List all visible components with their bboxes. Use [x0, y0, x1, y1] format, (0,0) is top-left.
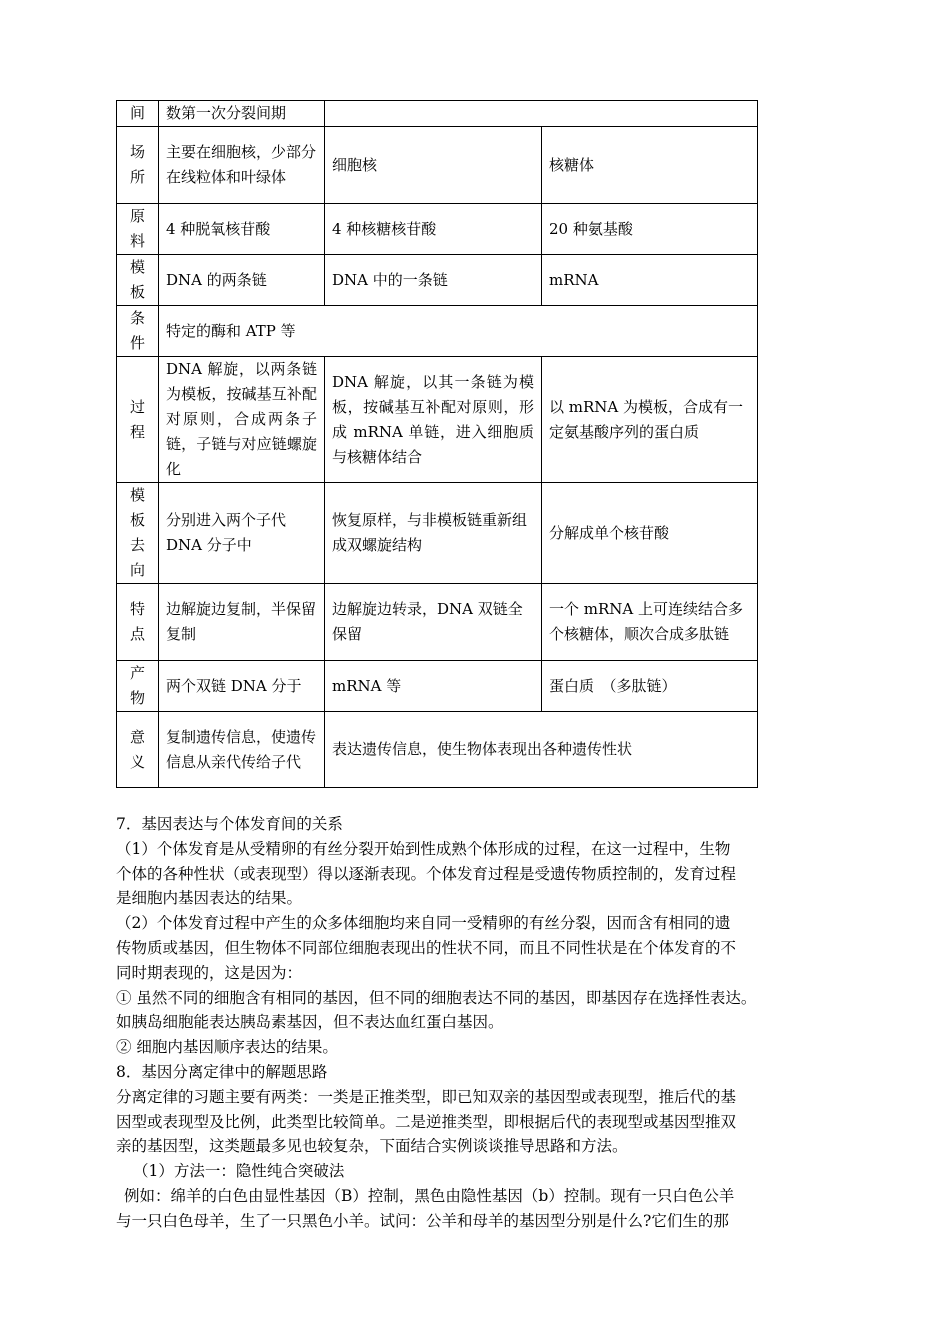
transcription-translation-cell [325, 101, 758, 127]
row-header: 过程 [117, 357, 159, 483]
table-row [117, 306, 758, 357]
method-heading: （1）方法一：隐性纯合突破法 [133, 1162, 345, 1181]
row-header: 产物 [117, 661, 159, 712]
table-row [117, 255, 758, 306]
table-row [117, 661, 758, 712]
list-item: ② 细胞内基因顺序表达的结果。 [116, 1038, 338, 1057]
table-row [117, 204, 758, 255]
translation-cell: 分解成单个核苷酸 [542, 483, 758, 584]
translation-cell: mRNA [542, 255, 758, 306]
translation-cell: 蛋白质 （多肽链） [542, 661, 758, 712]
replication-cell: 4 种脱氧核苷酸 [159, 204, 325, 255]
paragraph-line: 亲的基因型，这类题最多见也较复杂，下面结合实例谈谈推导思路和方法。 [116, 1137, 628, 1156]
table-row [117, 127, 758, 204]
translation-cell: 以 mRNA 为模板，合成有一定氨基酸序列的蛋白质 [542, 357, 758, 483]
example-line: 与一只白色母羊，生了一只黑色小羊。试问：公羊和母羊的基因型分别是什么?它们生的那 [116, 1211, 729, 1230]
replication-cell: 复制遗传信息，使遗传信息从亲代传给子代 [159, 712, 325, 788]
section-7-title: 7．基因表达与个体发育间的关系 [116, 815, 343, 833]
row-header: 场所 [117, 127, 159, 204]
row-header: 模板 [117, 255, 159, 306]
transcription-translation-cell: 表达遗传信息，使生物体表现出各种遗传性状 [325, 712, 758, 788]
row-header: 间 [117, 101, 159, 127]
transcription-cell: 恢复原样，与非模板链重新组成双螺旋结构 [325, 483, 542, 584]
paragraph-line: 是细胞内基因表达的结果。 [116, 889, 303, 908]
table-row [117, 584, 758, 661]
transcription-cell: DNA 中的一条链 [325, 255, 542, 306]
paragraph-line: （1）个体发育是从受精卵的有丝分裂开始到性成熟个体形成的过程，在这一过程中，生物 [116, 839, 731, 858]
comparison-table [116, 100, 758, 788]
replication-cell: 边解旋边复制，半保留复制 [159, 584, 325, 661]
transcription-cell: DNA 解旋，以其一条链为模板，按碱基互补配对原则，形成 mRNA 单链，进入细胞质与核糖体结合 [325, 357, 542, 483]
paragraph-line: 个体的各种性状（或表现型）得以逐渐表现。个体发育过程是受遗传物质控制的，发育过程 [116, 864, 737, 883]
paragraph-line: 如胰岛细胞能表达胰岛素基因，但不表达血红蛋白基因。 [116, 1013, 504, 1032]
transcription-cell: mRNA 等 [325, 661, 542, 712]
table-row [117, 101, 758, 127]
paragraph-line: 分离定律的习题主要有两类：一类是正推类型，即已知双亲的基因型或表现型，推后代的基 [116, 1087, 737, 1106]
section-8-title: 8．基因分离定律中的解题思路 [116, 1062, 328, 1081]
paragraph-line: 因型或表现型及比例，此类型比较简单。二是逆推类型，即根据后代的表现型或基因型推双 [116, 1112, 737, 1131]
replication-cell: 两个双链 DNA 分于 [159, 661, 325, 712]
paragraph-line: （2）个体发育过程中产生的众多体细胞均来自同一受精卵的有丝分裂，因而含有相同的遗 [116, 914, 731, 933]
paragraph-line: 同时期表现的，这是因为： [116, 963, 303, 982]
condition-cell: 特定的酶和 ATP 等 [159, 306, 758, 357]
transcription-cell: 4 种核糖核苷酸 [325, 204, 542, 255]
table-row [117, 712, 758, 788]
translation-cell: 20 种氨基酸 [542, 204, 758, 255]
table-row [117, 483, 758, 584]
replication-cell: 分别进入两个子代 DNA 分子中 [159, 483, 325, 584]
body-text [116, 812, 816, 1234]
paragraph-line: 传物质或基因，但生物体不同部位细胞表现出的性状不同，而且不同性状是在个体发育的不 [116, 938, 737, 957]
translation-cell: 一个 mRNA 上可连续结合多个核糖体，顺次合成多肽链 [542, 584, 758, 661]
example-line: 例如：绵羊的白色由显性基因（B）控制，黑色由隐性基因（b）控制。现有一只白色公羊 [124, 1186, 735, 1205]
list-item: ① 虽然不同的细胞含有相同的基因，但不同的细胞表达不同的基因，即基因存在选择性表达。 [116, 988, 757, 1007]
transcription-cell: 边解旋边转录，DNA 双链全保留 [325, 584, 542, 661]
replication-cell: DNA 解旋，以两条链为模板，按碱基互补配对原则，合成两条子链，子链与对应链螺旋化 [159, 357, 325, 483]
replication-cell: DNA 的两条链 [159, 255, 325, 306]
replication-cell: 主要在细胞核，少部分在线粒体和叶绿体 [159, 127, 325, 204]
translation-cell: 核糖体 [542, 127, 758, 204]
row-header: 意义 [117, 712, 159, 788]
row-header: 条件 [117, 306, 159, 357]
transcription-cell: 细胞核 [325, 127, 542, 204]
table-row [117, 357, 758, 483]
row-header: 模板去向 [117, 483, 159, 584]
row-header: 特点 [117, 584, 159, 661]
row-header: 原料 [117, 204, 159, 255]
replication-cell: 数第一次分裂间期 [159, 101, 325, 127]
